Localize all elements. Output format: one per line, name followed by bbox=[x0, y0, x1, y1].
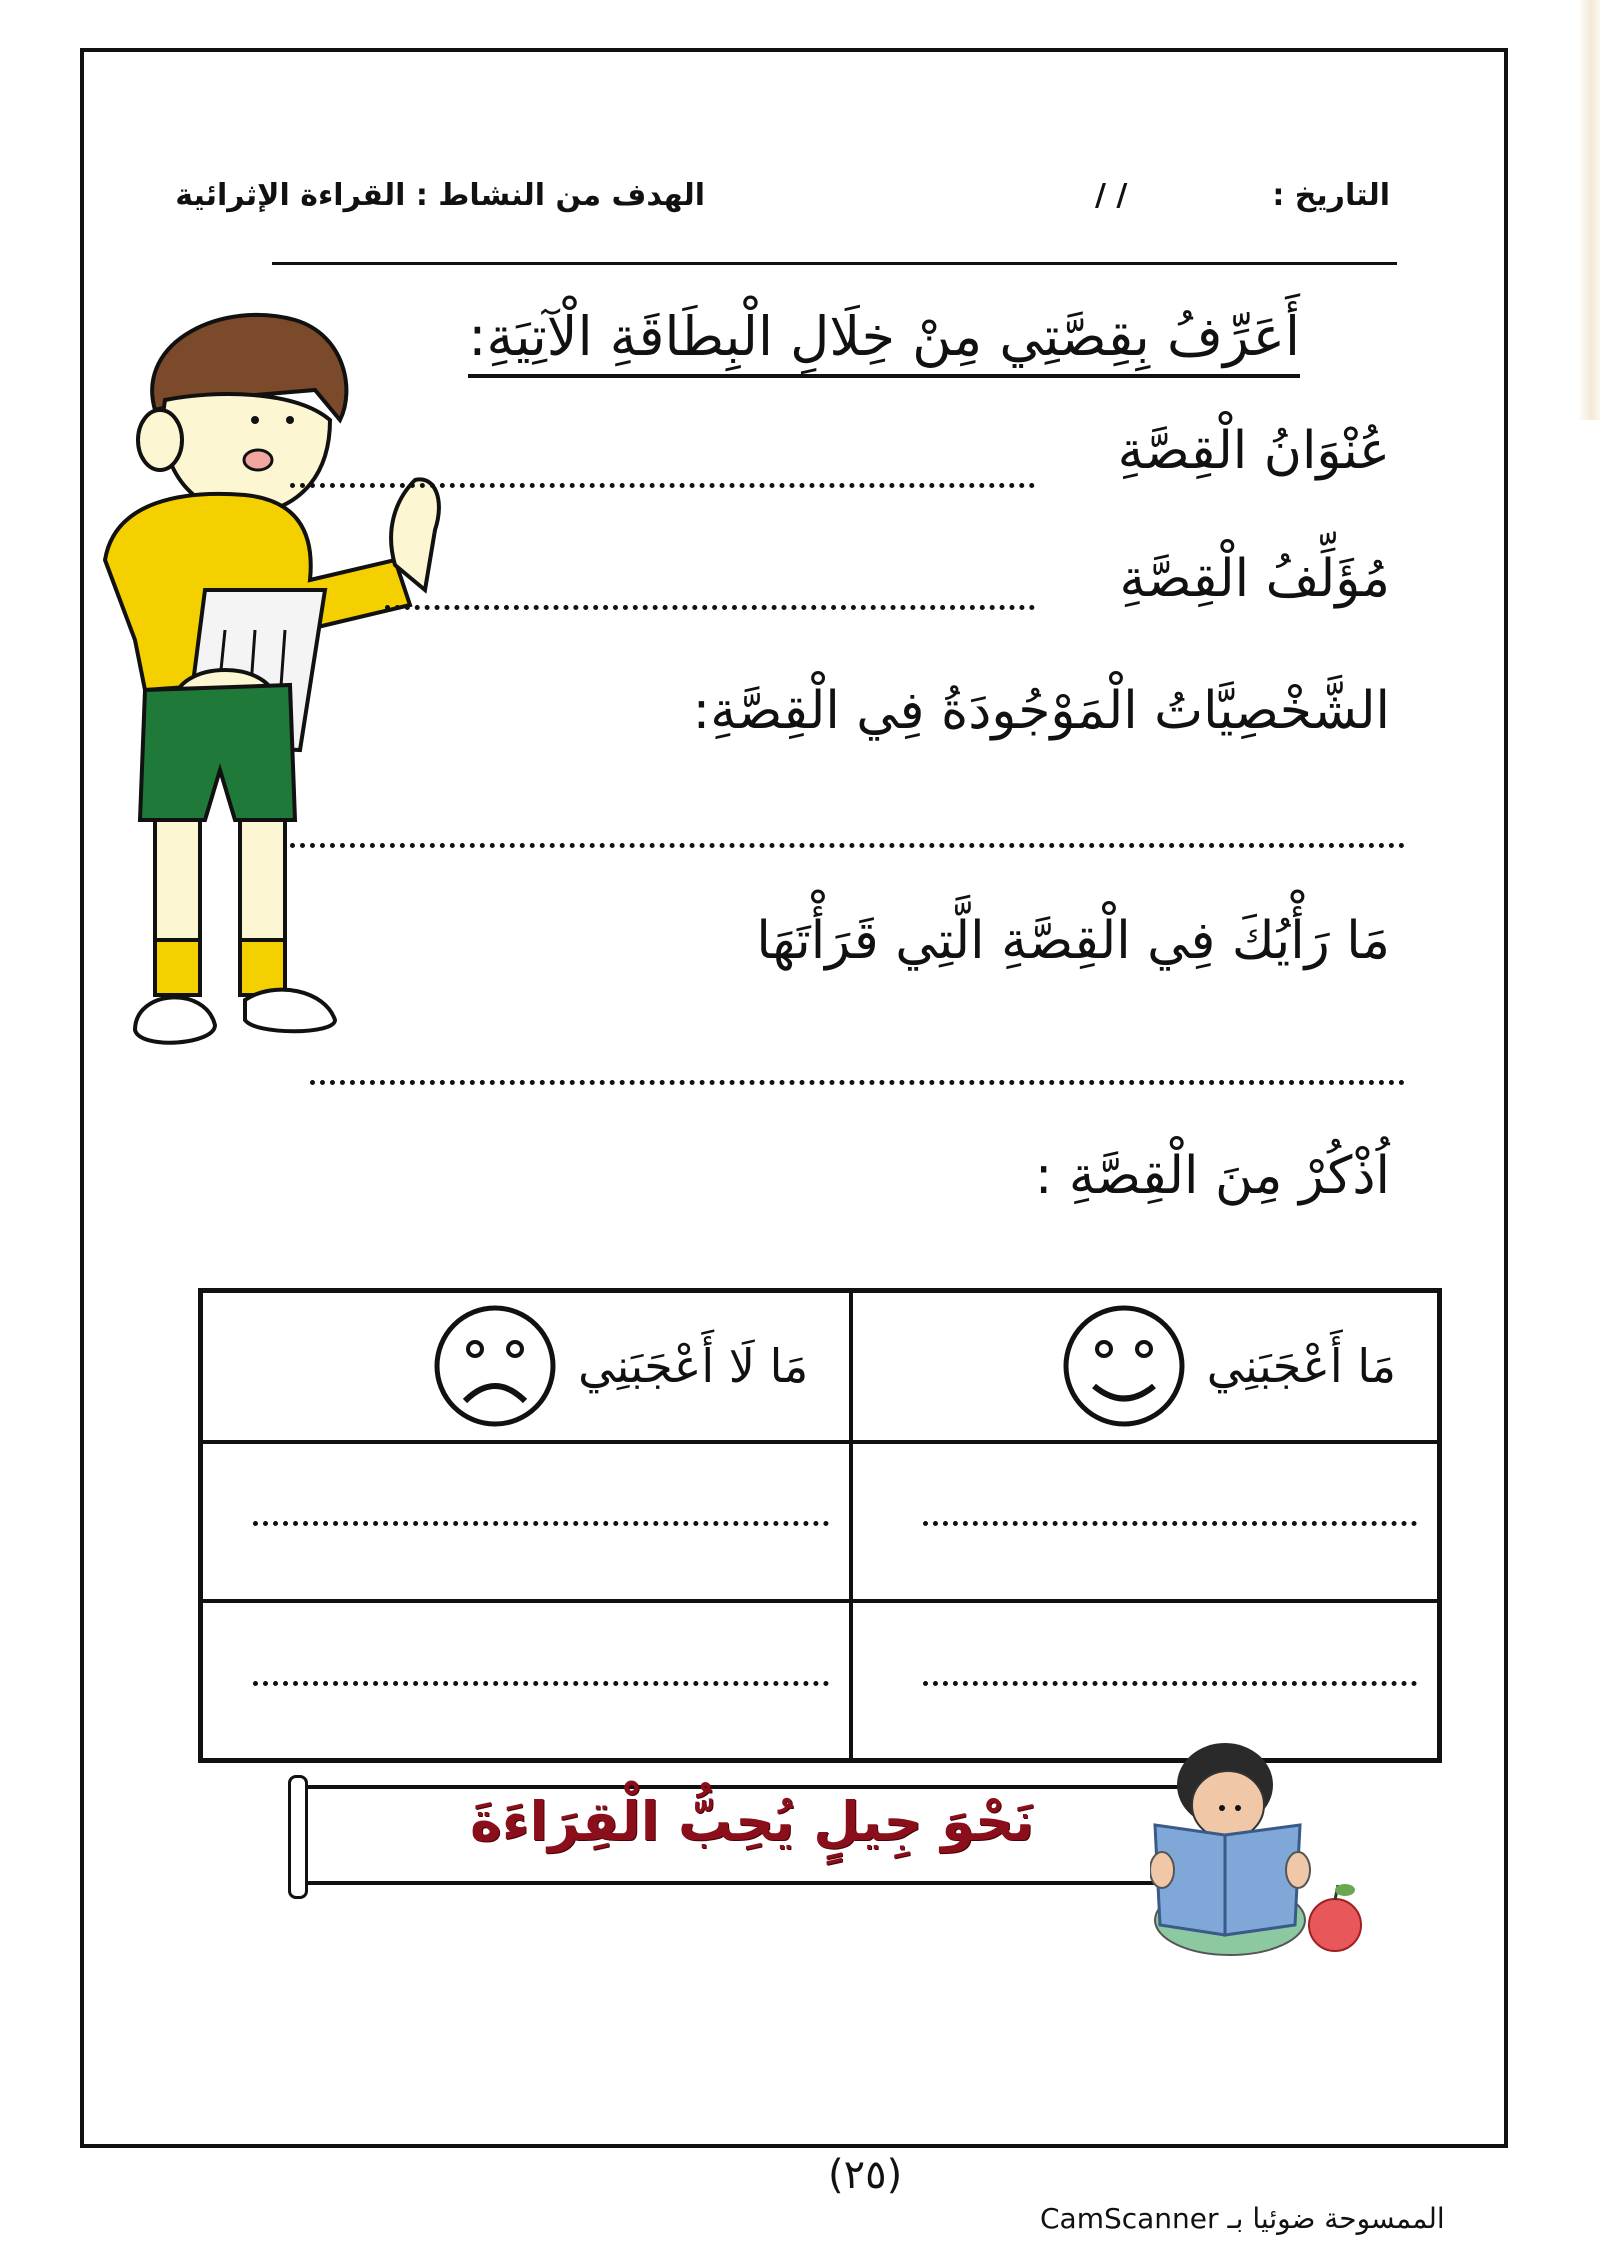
activity-goal: الهدف من النشاط : القراءة الإثرائية bbox=[175, 178, 705, 213]
dislikes-answer-cell[interactable] bbox=[201, 1442, 852, 1601]
dislikes-answer-line[interactable] bbox=[253, 1681, 829, 1686]
smiley-face-icon bbox=[1059, 1301, 1189, 1431]
banner-scroll-roll bbox=[288, 1775, 308, 1899]
story-characters-answer-line[interactable] bbox=[290, 843, 1405, 848]
likes-answer-cell[interactable] bbox=[851, 1442, 1439, 1601]
sad-face-icon bbox=[430, 1301, 560, 1431]
likes-answer-line[interactable] bbox=[923, 1681, 1417, 1686]
story-title-answer-line[interactable] bbox=[290, 483, 1035, 488]
slogan-text: نَحْوَ جِيلٍ يُحِبُّ الْقِرَاءَةَ bbox=[470, 1790, 1035, 1853]
mention-prompt: اُذْكُرْ مِنَ الْقِصَّةِ : bbox=[1034, 1146, 1390, 1206]
dislikes-header-cell bbox=[201, 1291, 852, 1442]
dislikes-answer-cell[interactable] bbox=[201, 1601, 852, 1760]
dislikes-answer-line[interactable] bbox=[253, 1521, 829, 1526]
story-characters-label: الشَّخْصِيَّاتُ الْمَوْجُودَةُ فِي الْقِصَّةِ: bbox=[692, 681, 1390, 741]
table-row bbox=[201, 1442, 1440, 1601]
likes-answer-line[interactable] bbox=[923, 1521, 1417, 1526]
likes-header-cell bbox=[851, 1291, 1439, 1442]
child-reading-book-illustration bbox=[1150, 1730, 1390, 1960]
worksheet-title: أَعَرِّفُ بِقِصَّتِي مِنْ خِلَالِ الْبِطَاقَةِ الْآتِيَةِ: bbox=[468, 305, 1300, 378]
scan-edge-stain bbox=[1578, 0, 1600, 420]
story-opinion-answer-line[interactable] bbox=[310, 1080, 1405, 1085]
page-number: (٢٥) bbox=[828, 2152, 903, 2198]
story-author-answer-line[interactable] bbox=[385, 605, 1035, 610]
header-divider bbox=[272, 262, 1397, 265]
date-label: التاريخ : bbox=[1272, 178, 1390, 213]
story-title-label: عُنْوَانُ الْقِصَّةِ bbox=[1117, 421, 1390, 481]
story-opinion-label: مَا رَأْيُكَ فِي الْقِصَّةِ الَّتِي قَرَأْتَهَا bbox=[756, 911, 1390, 971]
date-separators: / / bbox=[1095, 178, 1128, 213]
dislikes-header-label: مَا لَا أَعْجَبَنِي bbox=[578, 1339, 809, 1394]
likes-header-label: مَا أَعْجَبَنِي bbox=[1206, 1339, 1396, 1394]
likes-dislikes-table bbox=[198, 1288, 1442, 1763]
camscanner-watermark: الممسوحة ضوئيا بـ CamScanner bbox=[1040, 2202, 1445, 2235]
boy-reading-illustration bbox=[95, 300, 455, 1080]
story-author-label: مُؤَلِّفُ الْقِصَّةِ bbox=[1119, 549, 1390, 609]
table-header-row bbox=[201, 1291, 1440, 1442]
